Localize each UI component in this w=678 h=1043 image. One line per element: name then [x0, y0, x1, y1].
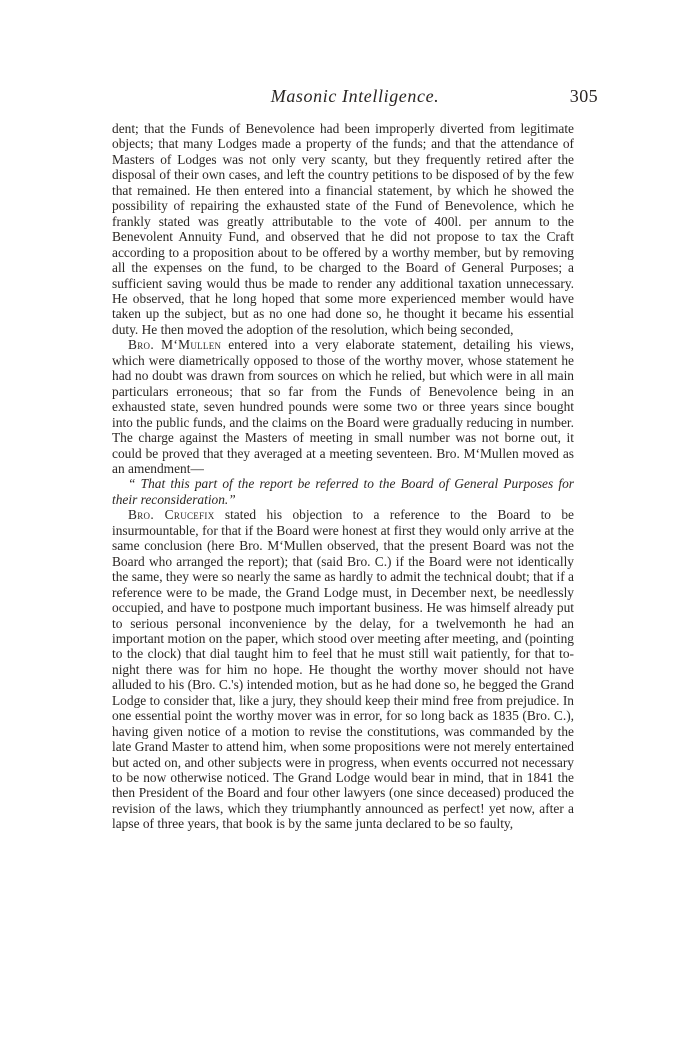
running-title: Masonic Intelligence. [270, 86, 440, 106]
paragraph-mcmullen [112, 337, 574, 476]
paragraph-continuation: dent; that the Funds of Benevolence had been improperly diverted from legitimate objects; that many Lodges made a property of the funds; and that the attendance of Masters of Lodges was not only very scanty, but they frequently retired after the disposal of their own cases, and left the country petitions to be disposed of by the few that remained. He then entered into a financial statement, by which he showed the possibility of repairing the exhausted state of the Fund of Benevolence, which he frankly stated was greatly attributable to the vote of 400l. per annum to the Benevolent Annuity Fund, and observed that he did not propose to tax the Craft according to a proposition about to be offered by a worthy member, but by removing all the expenses on the fund, to be charged to the Board of General Purposes; a sufficient saving would thus be made to render any additional taxation unnecessary. He observed, that he long hoped that some more experienced member would have taken up the subject, but as no one had done so, he thought it became his essential duty. He then moved the adoption of the resolution, which being seconded, [112, 121, 574, 337]
body-text [112, 121, 574, 832]
paragraph-text: stated his objection to a reference to the Board to be insurmountable, for that if the Board were honest at first they would only arrive at the same conclusion (here Bro. M‘Mullen observed, that the present Board was not the Board who arranged the report); that (said Bro. C.) if the Board were not identically the same, they were so nearly the same as hardly to admit the technical doubt; that if a reference were to be made, the Grand Lodge must, in December next, be needlessly occupied, and have to postpone much important business. He was himself already put to serious personal inconvenience by the delay, for a twelvemonth he had an important motion on the paper, which stood over meeting after meeting, and (pointing to the clock) that dial taught him to feel that he must still wait patiently, for that to-night there was for him no hope. He thought the worthy mover should not have alluded to his (Bro. C.'s) intended motion, but as he had done so, he begged the Grand Lodge to consider that, like a jury, they should keep their mind free from prejudice. In one essential point the worthy mover was in error, for so long back as 1835 (Bro. C.), having given notice of a motion to revise the constitutions, was commanded by the late Grand Master to attend him, when some propositions were not merely entertained but acted on, and other subjects were in progress, when events occurred not necessary to be now otherwise noticed. The Grand Lodge would bear in mind, that in 1841 the then President of the Board and four other lawyers (one since deceased) produced the revision of the laws, which they triumphantly announced as perfect! yet now, after a lapse of three years, that book is by the same junta declared to be so faulty, [112, 507, 575, 832]
paragraph-text: entered into a very elaborate statement, detailing his views, which were diametrically opposed to those of the worthy mover, whose statement he had no doubt was drawn from sources on which he relied, but which were in all main particulars erroneous; that so far from the Funds of Benevolence being in an exhausted state, seven hundred pounds were some two or three years since bought into the public funds, and the claims on the Board were gradually reducing in number. The charge against the Masters of meeting in small number was not borne out, it could be proved that they averaged at a meeting seventeen. Bro. M‘Mullen moved as an amendment— [112, 337, 574, 476]
speaker-name: Bro. M‘Mullen [128, 337, 222, 353]
speaker-name: Bro. Crucefix [128, 507, 215, 523]
page-number: 305 [569, 86, 598, 106]
amendment-quote: “ That this part of the report be referred to the Board of General Purposes for their reconsideration.” [112, 476, 574, 507]
running-head [112, 86, 598, 110]
paragraph-crucefix [112, 507, 574, 832]
